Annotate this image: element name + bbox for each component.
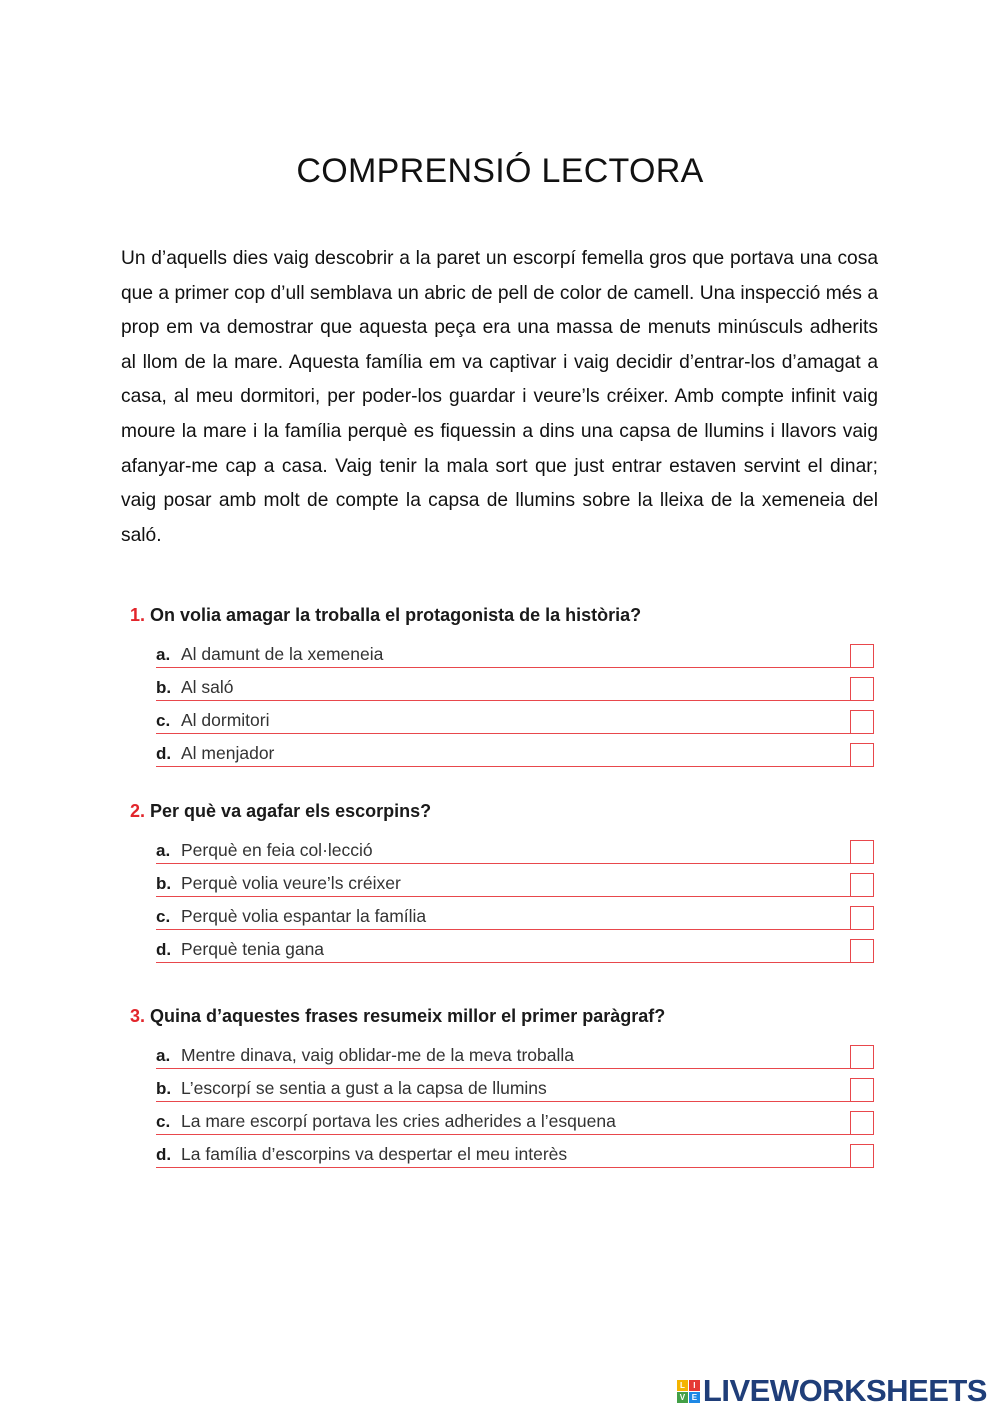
liveworksheets-wordmark: LIVEWORKSHEETS [702,1373,987,1408]
option-text: Perquè volia veure’ls créixer [181,873,401,893]
answer-checkbox[interactable] [850,1144,874,1168]
liveworksheets-mark-icon [677,1380,700,1403]
option-letter: d. [156,1145,172,1164]
question-text: Quina d’aquestes frases resumeix millor el primer paràgraf? [150,1006,666,1026]
question-title [130,602,875,628]
question-title [130,798,875,824]
option-text: Al dormitori [181,710,270,730]
option-row [156,864,873,897]
option-letter: c. [156,711,171,730]
question-number: 2. [130,801,146,821]
option-letter: b. [156,678,172,697]
option-text: La família d’escorpins va despertar el meu interès [181,1144,568,1164]
option-row [156,831,873,864]
option-letter: b. [156,874,172,893]
question-3 [130,1003,875,1168]
answer-checkbox[interactable] [850,1045,874,1069]
answer-checkbox[interactable] [850,710,874,734]
option-row [156,635,873,668]
logo-mark-cell: L [677,1380,688,1391]
option-row [156,897,873,930]
reading-passage: Un d’aquells dies vaig descobrir a la paret un escorpí femella gros que portava una cosa que a primer cop d’ull semblava un abric de pell de color de camell. Una inspecció més a prop em va demostrar que aquesta peça era una massa de menuts minúsculs adherits al llom de la mare. Aquesta família em va captivar i vaig decidir d’entrar-los d’amagat a casa, al meu dormitori, per poder-los guardar i veure’ls créixer. Amb compte infinit vaig moure la mare i la família perquè es fiquessin a dins una capsa de llumins i llavors vaig afanyar-me cap a casa. Vaig tenir la mala sort que just entrar estaven servint el dinar; vaig posar amb molt de compte la capsa de llumins sobre la lleixa de la xemeneia del saló. [121,248,878,546]
option-row [156,1069,873,1102]
answer-checkbox[interactable] [850,644,874,668]
option-row [156,668,873,701]
answer-checkbox[interactable] [850,743,874,767]
option-row [156,1102,873,1135]
option-letter: a. [156,645,171,664]
question-2 [130,798,875,963]
logo-mark-cell: V [677,1392,688,1403]
option-text: Al damunt de la xemeneia [181,644,384,664]
option-letter: c. [156,907,171,926]
option-row [156,1036,873,1069]
option-text: Al saló [181,677,234,697]
answer-checkbox[interactable] [850,873,874,897]
answer-checkbox[interactable] [850,906,874,930]
option-text: L’escorpí se sentia a gust a la capsa de llumins [181,1078,547,1098]
question-number: 1. [130,605,146,625]
option-letter: d. [156,744,172,763]
answer-checkbox[interactable] [850,840,874,864]
answer-checkbox[interactable] [850,939,874,963]
option-text: Perquè tenia gana [181,939,325,959]
option-text: Al menjador [181,743,275,763]
option-text: Perquè en feia col·lecció [181,840,373,860]
option-letter: d. [156,940,172,959]
option-text: La mare escorpí portava les cries adherides a l’esquena [181,1111,616,1131]
logo-mark-cell: E [689,1392,700,1403]
question-number: 3. [130,1006,146,1026]
option-text: Mentre dinava, vaig oblidar-me de la meva troballa [181,1045,574,1065]
option-letter: a. [156,1046,171,1065]
option-text: Perquè volia espantar la família [181,906,427,926]
answer-checkbox[interactable] [850,1111,874,1135]
question-title [130,1003,875,1029]
question-text: Per què va agafar els escorpins? [150,801,432,821]
question-1 [130,602,875,767]
option-letter: b. [156,1079,172,1098]
page-title: COMPRENSIÓ LECTORA [296,152,704,190]
option-letter: a. [156,841,171,860]
answer-checkbox[interactable] [850,1078,874,1102]
option-row [156,734,873,767]
logo-mark-cell: I [689,1380,700,1391]
question-text: On volia amagar la troballa el protagonista de la història? [150,605,642,625]
liveworksheets-logo [677,1374,987,1408]
option-row [156,1135,873,1168]
option-letter: c. [156,1112,171,1131]
option-row [156,701,873,734]
option-row [156,930,873,963]
answer-checkbox[interactable] [850,677,874,701]
